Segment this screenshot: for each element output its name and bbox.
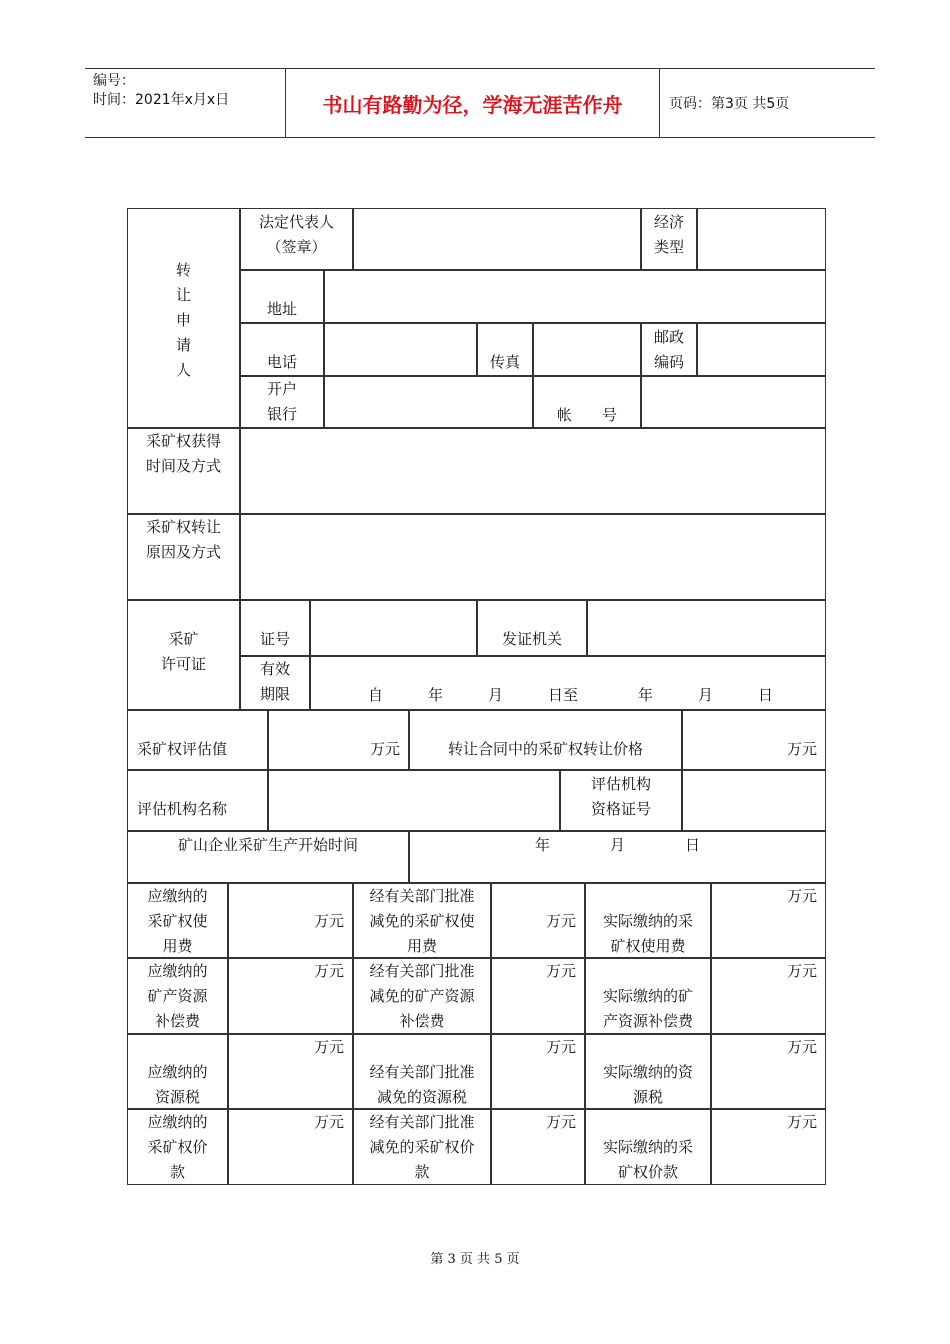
- acquire-label: 采矿权获得 时间及方式: [145, 432, 221, 475]
- acquire-value: [240, 428, 826, 514]
- fee-row-c-label: 实际缴纳的采 矿权使用费: [602, 912, 693, 955]
- contract-price-label: 转让合同中的采矿权转让价格: [447, 740, 643, 758]
- license-label: 采矿 许可证: [160, 630, 206, 673]
- fee-row-b-label: 经有关部门批准 减免的矿产资源 补偿费: [369, 962, 475, 1030]
- start-time-label: 矿山企业采矿生产开始时间: [177, 836, 358, 854]
- fee-row-b-unit: 万元: [545, 1038, 576, 1056]
- eval-org-value: [268, 770, 560, 831]
- contract-price-unit: 万元: [786, 740, 817, 758]
- fax-value: [533, 323, 641, 376]
- phone-label: 电话: [266, 353, 297, 371]
- postcode-value: [697, 323, 826, 376]
- bank-value: [324, 376, 533, 428]
- start-time-ymd: 年 月 日: [534, 836, 700, 854]
- header-page-label: 页码：第3页 共5页: [669, 96, 790, 112]
- account-label: 帐 号: [556, 406, 617, 424]
- header-motto: 书山有路勤为径，学海无涯苦作舟: [285, 69, 660, 137]
- fee-row-c-label: 实际缴纳的采 矿权价款: [602, 1138, 693, 1181]
- fee-row-b-unit: 万元: [545, 912, 576, 930]
- eval-value-label: 采矿权评估值: [137, 740, 228, 758]
- fee-row-c-unit: 万元: [786, 1038, 817, 1056]
- fee-row-a-label: 应缴纳的 矿产资源 补偿费: [147, 962, 208, 1030]
- transfer-reason-value: [240, 514, 826, 600]
- fee-row-a-label: 应缴纳的 采矿权使 用费: [147, 887, 208, 955]
- page-footer: 第 3 页 共 5 页: [430, 1252, 520, 1267]
- econ-type-value: [697, 208, 826, 270]
- econ-type-label: 经济 类型: [653, 213, 684, 256]
- transferor-label: 转 让 申 请 人: [175, 261, 191, 379]
- validity-label: 有效 期限: [259, 660, 290, 703]
- cert-no-label: 证号: [259, 630, 290, 648]
- fee-row-a-unit: 万元: [313, 1038, 344, 1056]
- time-label: 时间：2021年x月x日: [93, 92, 230, 108]
- address-value: [324, 270, 826, 323]
- fee-row-c-label: 实际缴纳的矿 产资源补偿费: [602, 987, 693, 1030]
- legal-rep-label: 法定代表人 （签章）: [258, 213, 334, 256]
- fee-row-b-label: 经有关部门批准 减免的资源税: [369, 1063, 475, 1106]
- fee-row-a-unit: 万元: [313, 912, 344, 930]
- validity-range: 自 年 月 日至 年 月 日: [368, 686, 774, 704]
- account-value: [641, 376, 826, 428]
- eval-org-label: 评估机构名称: [137, 800, 228, 818]
- fee-row-c-label: 实际缴纳的资 源税: [602, 1063, 693, 1106]
- fax-label: 传真: [489, 353, 520, 371]
- eval-value-unit: 万元: [369, 740, 400, 758]
- eval-cert-value: [682, 770, 826, 831]
- legal-rep-value: [353, 208, 641, 270]
- fee-row-b-unit: 万元: [545, 962, 576, 980]
- fee-row-b-unit: 万元: [545, 1113, 576, 1131]
- bank-label: 开户 银行: [266, 380, 297, 423]
- fee-row-a-label: 应缴纳的 采矿权价 款: [147, 1113, 208, 1181]
- address-label: 地址: [266, 300, 297, 318]
- issuer-value: [587, 600, 826, 656]
- code-label: 编号：: [93, 73, 135, 89]
- eval-cert-label: 评估机构 资格证号: [590, 775, 651, 818]
- fee-row-a-unit: 万元: [313, 1113, 344, 1131]
- fee-row-b-label: 经有关部门批准 减免的采矿权价 款: [369, 1113, 475, 1181]
- transfer-reason-label: 采矿权转让 原因及方式: [145, 518, 221, 561]
- phone-value: [324, 323, 477, 376]
- fee-row-c-unit: 万元: [786, 1113, 817, 1131]
- cert-no-value: [310, 600, 477, 656]
- issuer-label: 发证机关: [501, 630, 562, 648]
- fee-row-c-unit: 万元: [786, 962, 817, 980]
- fee-row-c-unit: 万元: [786, 887, 817, 905]
- fee-row-a-label: 应缴纳的 资源税: [147, 1063, 208, 1106]
- fee-row-b-label: 经有关部门批准 减免的采矿权使 用费: [369, 887, 475, 955]
- postcode-label: 邮政 编码: [653, 328, 684, 371]
- fee-row-a-unit: 万元: [313, 962, 344, 980]
